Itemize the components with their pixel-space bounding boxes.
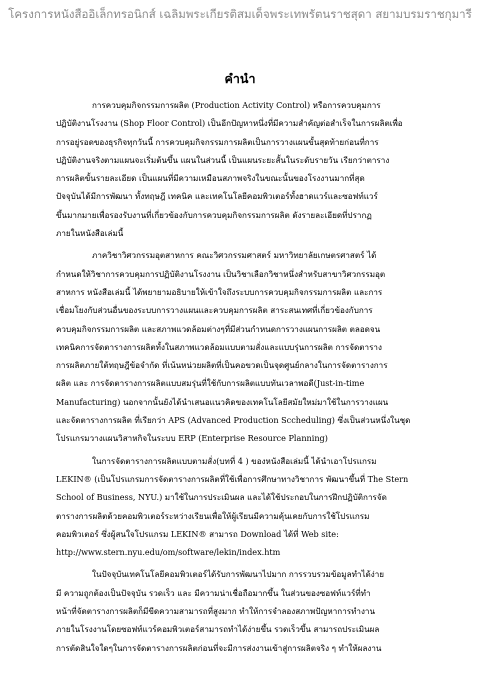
text-line: เทคนิคการจัดตารางการผลิตทั้งในสภาพแวดล้อมแบบตามสั่งและแบบรุ่นการผลิต การจัดตาราง — [56, 341, 382, 352]
paragraph — [56, 246, 434, 447]
text-line: ขึ้นมากมายเพื่อรองรับงานที่เกี่ยวข้องกับการควบคุมกิจกรรมการผลิต ดังรายละเอียดที่ปรากฏ — [56, 209, 372, 220]
text-line: และจัดตารางการผลิต ที่เรียกว่า APS (Advanced Production Sccheduling) ซึ่งเป็นส่วนหนึ่งในชุด — [56, 415, 411, 426]
text-line: คอมพิวเตอร์ ซึ่งผู้สนใจโปรแกรม LEKIN® สามารถ Download ได้ที่ Web site: — [56, 528, 339, 539]
text-line: ภายในหนังสือเล่มนี้ — [56, 228, 124, 239]
text-line: ปฏิบัติงานโรงงาน (Shop Floor Control) เป็นอีกปัญหาหนึ่งที่มีความสำคัญต่อสำเร็จในการผลิตเพื่อ — [56, 118, 403, 129]
text-line: การผลิตขั้นรายละเอียด เป็นแผนที่มีความเหมือนสภาพจริงในขณะนั้นของโรงงานมากที่สุด — [56, 173, 365, 184]
text-line: ในปัจจุบันเทคโนโลยีคอมพิวเตอร์ได้รับการพัฒนาไปมาก การรวบรวมข้อมูลทำได้ง่าย — [92, 569, 385, 580]
text-line: การผลิตภายใต้ทฤษฎีข้อจำกัด ที่เน้นหน่วยผลิตที่เป็นคอขวดเป็นจุดศูนย์กลางในการจัดตารางการ — [56, 360, 388, 371]
document-body — [56, 96, 434, 661]
text-line: http://www.stern.nyu.edu/om/software/lekin/index.htm — [56, 547, 281, 558]
text-line: การควบคุมกิจกรรมการผลิต (Production Activity Control) หรือการควบคุมการ — [92, 100, 381, 110]
text-line: สาหการ หนังสือเล่มนี้ ได้พยายามอธิบายให้เข้าใจถึงระบบการควบคุมกิจกรรมการผลิต และการ — [56, 286, 383, 297]
text-line: ควบคุมกิจกรรมการผลิต และสภาพแวดล้อมต่างๆที่มีส่วนกำหนดการวางแผนการผลิต ตลอดจน — [56, 323, 381, 334]
text-line: LEKIN® (เป็นโปรแกรมการจัดตารางการผลิตที่ใช้เพื่อการศึกษาทางวิชาการ พัฒนาขึ้นที่ The Stern — [56, 473, 409, 484]
page-title: คำนำ — [224, 71, 256, 86]
paragraph — [56, 452, 434, 562]
text-line: ปฏิบัติงานจริงตามแผนจะเริ่มต้นขึ้น แผนในส่วนนี้ เป็นแผนระยะสั้นในระดับรายวัน เรียกว่าตาราง — [56, 154, 390, 165]
text-line: Manufacturing) นอกจากนั้นยังได้นำเสนอแนวคิดของเทคโนโลยีสมัยใหม่มาใช้ในการวางแผน — [56, 396, 389, 407]
text-line: ภายในโรงงานโดยซอฟท์แวร์คอมพิวเตอร์สามารถทำได้ง่ายขึ้น รวดเร็วขึ้น สามารถประเมินผล — [56, 624, 380, 635]
text-line: กำหนดให้วิชาการควบคุมการปฏิบัติงานโรงงาน เป็นวิชาเลือกวิชาหนึ่งสำหรับสาขาวิศวกรรมอุต — [56, 268, 386, 279]
text-line: ปัจจุบันได้มีการพัฒนา ทั้งทฤษฎี เทคนิค และเทคโนโลยีคอมพิวเตอร์ทั้งฮาดแวร์และซอฟท์แวร์ — [56, 191, 378, 202]
page-header: โครงการหนังสืออิเล็กทรอนิกส์ เฉลิมพระเกียรติสมเด็จพระเทพรัตนราชสุดา สยามบรมราชกุมารี — [8, 7, 472, 21]
text-line: ผลิต และ การจัดตารางการผลิตแบบสมรุ่นที่ใช้กับการผลิตแบบทันเวลาพอดี(Just-in-time — [56, 378, 365, 389]
text-line: ตารางการผลิตด้วยคอมพิวเตอร์ระหว่างเรียนเพื่อให้ผู้เรียนมีความคุ้นเคยกับการใช้โปรแกรม — [56, 510, 370, 521]
text-line: เชื่อมโยงกับส่วนอื่นของระบบการวางแผนและควบคุมการผลิต สาระสนเทศที่เกี่ยวข้องกับการ — [56, 305, 373, 316]
text-line: หน้าที่จัดตารางการผลิตก็มีขีดความสามารถที่สูงมาก ทำให้การจำลองสภาพปัญหาการทำงาน — [56, 606, 375, 617]
paragraph — [56, 96, 434, 242]
text-line: ภาควิชาวิศวกรรมอุตสาหการ คณะวิศวกรรมศาสตร์ มหาวิทยาลัยเกษตรศาสตร์ ได้ — [92, 250, 377, 261]
paragraph — [56, 565, 434, 656]
text-line: School of Business, NYU.) มาใช้ในการประเมินผล และได้ใช้ประกอบในการฝึกปฏิบัติการจัด — [56, 492, 387, 503]
text-line: การตัดสินใจใดๆในการจัดตารางการผลิตก่อนที่จะมีการส่งงานเข้าสู่การผลิตจริง ๆ ทำให้ผลงาน — [56, 642, 382, 653]
text-line: การอยู่รอดของธุรกิจทุกวันนี้ การควบคุมกิจกรรมการผลิตเป็นการวางแผนขั้นสุดท้ายก่อนที่การ — [56, 136, 379, 147]
text-line: โปรแกรมวางแผนวิสาหกิจในระบบ ERP (Enterprise Resource Planning) — [56, 433, 328, 444]
text-line: ในการจัดตารางการผลิตแบบตามสั่ง(บทที่ 4 ) ของหนังสือเล่มนี้ ได้นำเอาโปรแกรม — [92, 455, 377, 466]
text-line: มี ความถูกต้องเป็นปัจจุบัน รวดเร็ว และ มีความน่าเชื่อถือมากขึ้น ในส่วนของซอฟท์แวร์ที่ทำ — [56, 587, 371, 598]
